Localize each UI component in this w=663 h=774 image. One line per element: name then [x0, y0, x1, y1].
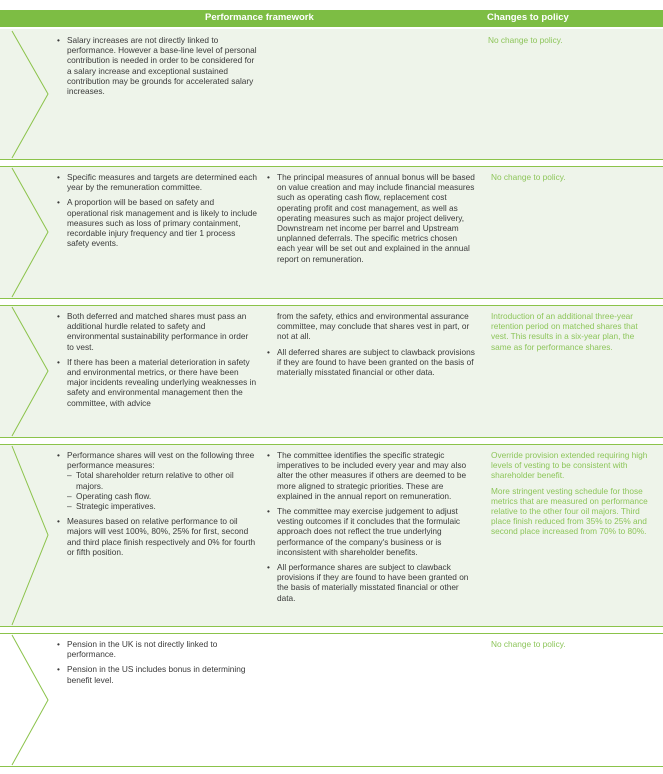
table-row	[0, 444, 663, 627]
list-item: • All performance shares are subject to clawback provisions if they are found to have been granted on the basis of materially misstated financial or other data.	[267, 562, 477, 603]
sub-list	[67, 470, 257, 511]
list-item-intro: Performance shares will vest on the following three performance measures:	[67, 450, 255, 471]
policy-text: No change to policy.	[491, 172, 566, 182]
list-item: • If there has been a material deterioration in safety and environmental metrics, or there have been major incidents revealing underlying weaknesses in safety and environmental management then the committee, with advice	[57, 357, 257, 408]
framework-column	[57, 450, 257, 562]
framework-column	[57, 35, 257, 101]
framework-column	[57, 311, 257, 413]
row-divider	[0, 633, 663, 634]
row-divider	[0, 444, 663, 445]
framework-column	[57, 172, 257, 253]
list-item: • Salary increases are not directly linked to performance. However a base-line level of personal contribution is needed in order to be considered for a salary increase and exceptional sustained contribution may be grounds for accelerated salary increases.	[57, 35, 257, 96]
header-performance-framework: Performance framework	[205, 12, 314, 23]
list-item: • Measures based on relative performance to oil majors will vest 100%, 80%, 25% for first, second and third place finish respectively and 0% for fourth or fifth position.	[57, 516, 257, 557]
list-item: • A proportion will be based on safety and operational risk management and is likely to include measures such as loss of primary containment, recordable injury frequency and tier 1 process safety events.	[57, 197, 257, 248]
sub-list-item: – Operating cash flow.	[67, 491, 257, 501]
table-header	[0, 10, 663, 27]
chevron-right-icon	[0, 633, 60, 767]
list-item: • Specific measures and targets are determined each year by the remuneration committee.	[57, 172, 257, 192]
framework-column	[57, 639, 257, 690]
row-divider	[0, 437, 663, 438]
chevron-right-icon	[0, 444, 60, 627]
policy-text: Override provision extended requiring high levels of vesting to be consistent with shareholder benefit.	[491, 450, 648, 481]
chevron-right-icon	[0, 29, 60, 160]
row-divider	[0, 166, 663, 167]
row-divider	[0, 305, 663, 306]
policy-column	[491, 450, 656, 542]
sub-list-item: – Total shareholder return relative to other oil majors.	[67, 470, 257, 490]
header-changes-to-policy: Changes to policy	[487, 12, 569, 23]
policy-column	[491, 311, 656, 357]
list-item: • Both deferred and matched shares must pass an additional hurdle related to safety and environmental sustainability performance in order to vest.	[57, 311, 257, 352]
table-row	[0, 305, 663, 438]
row-divider	[0, 626, 663, 627]
list-item: • Pension in the UK is not directly linked to performance.	[57, 639, 257, 659]
chevron-right-icon	[0, 166, 60, 299]
list-item: • All deferred shares are subject to clawback provisions if they are found to have been granted on the basis of materially misstated financial or other data.	[267, 347, 477, 378]
policy-text: No change to policy.	[488, 35, 563, 45]
framework-column-2	[267, 172, 477, 269]
row-divider	[0, 298, 663, 299]
table-row	[0, 29, 663, 160]
list-item	[57, 450, 257, 511]
policy-text: Introduction of an additional three-year retention period on matched shares that vest. This results in a six-year plan, the same as for performance shares.	[491, 311, 638, 352]
list-item: • Pension in the US includes bonus in determining benefit level.	[57, 664, 257, 684]
policy-text: More stringent vesting schedule for those metrics that are measured on performance relative to the other four oil majors. Third place finish reduced from 35% to 25% and second place increased from 70% to 80%.	[491, 485, 648, 537]
policy-text: No change to policy.	[491, 639, 566, 649]
list-item: • The committee may exercise judgement to adjust vesting outcomes if it concludes that the formulaic approach does not reflect the true underlying performance of the company's business or is inconsistent with shareholder benefits.	[267, 506, 477, 557]
row-divider	[0, 159, 663, 160]
list-item: • The committee identifies the specific strategic imperatives to be included every year and may also alter the other measures if others are deemed to be more aligned to strategic priorities. These are explained in the annual report on remuneration.	[267, 450, 477, 501]
framework-column-2	[267, 311, 477, 382]
policy-column	[491, 639, 656, 654]
policy-column	[491, 172, 656, 187]
framework-column-2	[267, 450, 477, 608]
list-item: • The principal measures of annual bonus will be based on value creation and may include financial measures such as operating cash flow, replacement cost operating profit and cost management, as well as operating measures such as major project delivery, Downstream net income per barrel and Upstream unplanned deferrals. The specific metrics chosen each year will be set out and explained in the annual report on remuneration.	[267, 172, 477, 264]
continued-text: from the safety, ethics and environmental assurance committee, may conclude that shares vest in part, or not at all.	[277, 311, 470, 342]
table-row	[0, 166, 663, 299]
sub-list-item: – Strategic imperatives.	[67, 501, 257, 511]
row-divider	[0, 766, 663, 767]
table-row	[0, 633, 663, 767]
policy-column	[488, 35, 658, 50]
chevron-right-icon	[0, 305, 60, 438]
